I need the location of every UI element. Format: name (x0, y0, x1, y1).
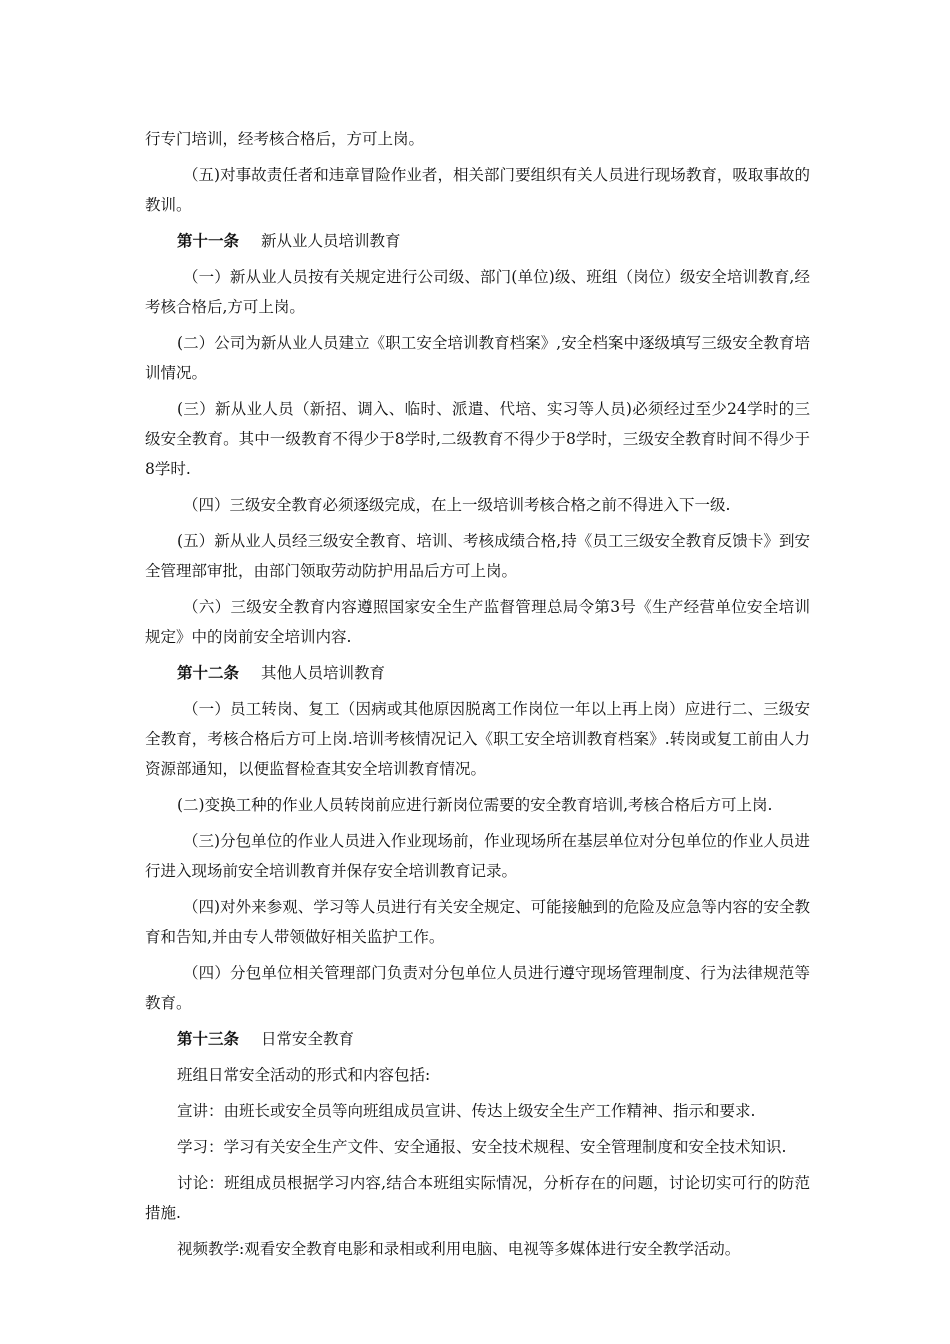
paragraph: （四)对外来参观、学习等人员进行有关安全规定、可能接触到的危险及应急等内容的安全教育和告知,并由专人带领做好相关监护工作。 (145, 898, 810, 946)
paragraph: （四）分包单位相关管理部门负责对分包单位人员进行遵守现场管理制度、行为法律规范等教育。 (145, 964, 810, 1012)
paragraph: (二)变换工种的作业人员转岗前应进行新岗位需要的安全教育培训,考核合格后方可上岗. (177, 796, 773, 814)
paragraph: （一）新从业人员按有关规定进行公司级、部门(单位)级、班组（岗位）级安全培训教育,经考核合格后,方可上岗。 (145, 268, 810, 316)
article-title: 其他人员培训教育 (261, 664, 386, 682)
paragraph: （三)分包单位的作业人员进入作业现场前，作业现场所在基层单位对分包单位的作业人员进行进入现场前安全培训教育并保存安全培训教育记录。 (145, 832, 810, 880)
paragraph: 讨论：班组成员根据学习内容,结合本班组实际情况，分析存在的问题，讨论切实可行的防范措施. (145, 1174, 810, 1222)
paragraph: （四）三级安全教育必须逐级完成，在上一级培训考核合格之前不得进入下一级. (183, 496, 731, 514)
article-number: 第十一条 (177, 231, 240, 250)
paragraph: 行专门培训，经考核合格后，方可上岗。 (145, 130, 425, 148)
paragraph: (五）新从业人员经三级安全教育、培训、考核成绩合格,持《员工三级安全教育反馈卡》到安全管理部审批，由部门领取劳动防护用品后方可上岗。 (145, 532, 810, 580)
article-number: 第十二条 (177, 663, 240, 682)
paragraph: 宣讲：由班长或安全员等向班组成员宣讲、传达上级安全生产工作精神、指示和要求. (177, 1102, 756, 1120)
paragraph: 班组日常安全活动的形式和内容包括: (177, 1066, 431, 1084)
article-heading (145, 226, 810, 256)
article-heading (145, 658, 810, 688)
paragraph: (三）新从业人员（新招、调入、临时、派遣、代培、实习等人员)必须经过至少24学时的三级安全教育。其中一级教育不得少于8学时,二级教育不得少于8学时，三级安全教育时间不得少于8学时. (145, 400, 810, 478)
article-number: 第十三条 (177, 1029, 240, 1048)
paragraph: 视频教学:观看安全教育电影和录相或利用电脑、电视等多媒体进行安全教学活动。 (177, 1240, 741, 1258)
paragraph: （五)对事故责任者和违章冒险作业者，相关部门要组织有关人员进行现场教育，吸取事故的教训。 (145, 166, 810, 214)
paragraph: 学习：学习有关安全生产文件、安全通报、安全技术规程、安全管理制度和安全技术知识. (177, 1138, 787, 1156)
article-heading (145, 1024, 810, 1054)
article-title: 新从业人员培训教育 (261, 232, 401, 250)
paragraph: （六）三级安全教育内容遵照国家安全生产监督管理总局令第3号《生产经营单位安全培训规定》中的岗前安全培训内容. (145, 598, 810, 646)
document-page (145, 124, 810, 1270)
paragraph: (二）公司为新从业人员建立《职工安全培训教育档案》,安全档案中逐级填写三级安全教育培训情况。 (145, 334, 810, 382)
paragraph: （一）员工转岗、复工（因病或其他原因脱离工作岗位一年以上再上岗）应进行二、三级安全教育，考核合格后方可上岗.培训考核情况记入《职工安全培训教育档案》.转岗或复工前由人力资源部通知，以便监督检查其安全培训教育情况。 (145, 700, 810, 778)
article-title: 日常安全教育 (261, 1030, 355, 1048)
